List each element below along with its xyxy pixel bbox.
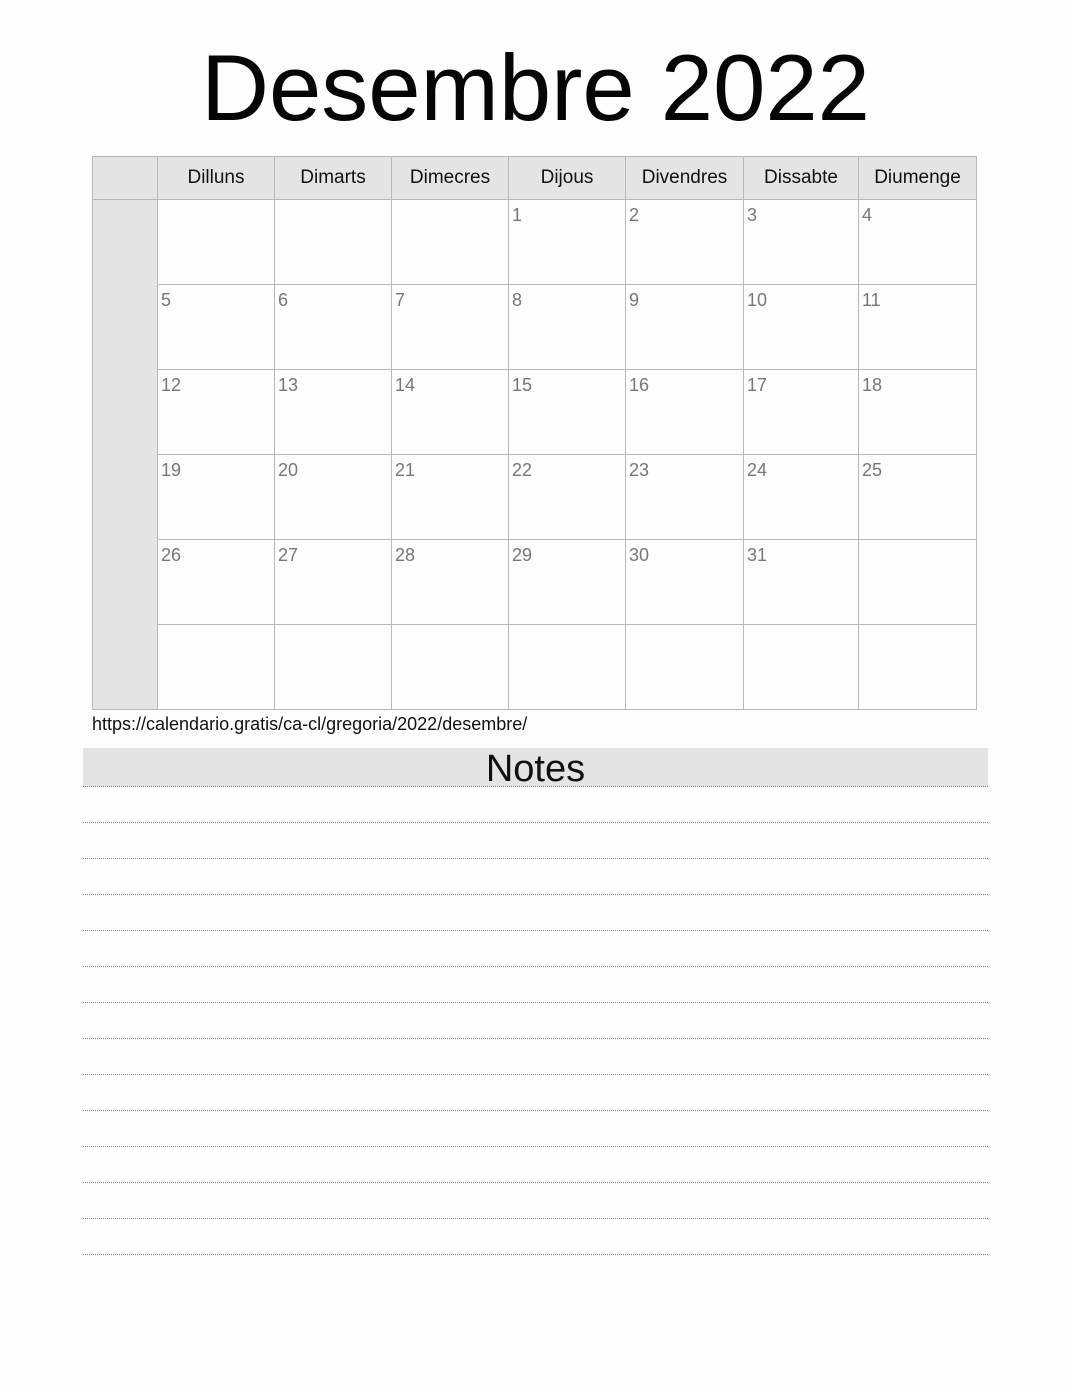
day-cell — [509, 200, 626, 285]
day-cell — [626, 370, 744, 455]
day-cell — [744, 455, 859, 540]
day-cell — [158, 285, 275, 370]
day-number — [392, 625, 508, 631]
day-cell — [158, 455, 275, 540]
day-cell — [392, 285, 509, 370]
day-number: 7 — [395, 290, 406, 310]
day-number: 10 — [747, 290, 768, 310]
day-number: 29 — [512, 545, 533, 565]
day-cell — [744, 625, 859, 710]
note-line[interactable] — [83, 967, 988, 1003]
day-cell — [509, 285, 626, 370]
day-cell — [392, 540, 509, 625]
day-number: 31 — [747, 545, 768, 565]
day-number: 12 — [161, 375, 182, 395]
note-line[interactable] — [83, 895, 988, 931]
day-number: 2 — [629, 205, 640, 225]
day-number: 17 — [747, 375, 768, 395]
day-number: 11 — [862, 290, 881, 310]
day-number: 19 — [161, 460, 182, 480]
day-cell — [392, 370, 509, 455]
notes-lines — [83, 787, 988, 1255]
day-number: 22 — [512, 460, 533, 480]
day-number: 25 — [862, 460, 883, 480]
day-number: 18 — [862, 375, 883, 395]
day-number: 5 — [161, 290, 172, 310]
day-cell — [392, 200, 509, 285]
day-cell — [626, 455, 744, 540]
day-cell — [158, 370, 275, 455]
day-number: 30 — [629, 545, 650, 565]
day-number — [859, 625, 976, 631]
note-line[interactable] — [83, 1003, 988, 1039]
day-cell — [859, 285, 977, 370]
day-cell — [744, 370, 859, 455]
weekday-header: Divendres — [626, 157, 744, 200]
day-cell — [275, 540, 392, 625]
weekday-header: Dimarts — [275, 157, 392, 200]
day-cell — [509, 625, 626, 710]
day-number — [158, 200, 274, 206]
day-cell — [275, 200, 392, 285]
week-row — [93, 540, 977, 625]
day-cell — [392, 625, 509, 710]
weekday-header: Diumenge — [859, 157, 977, 200]
day-number: 27 — [278, 545, 299, 565]
day-number: 3 — [747, 205, 758, 225]
day-number: 8 — [512, 290, 523, 310]
day-number: 15 — [512, 375, 533, 395]
note-line[interactable] — [83, 1147, 988, 1183]
day-number: 14 — [395, 375, 416, 395]
day-number: 26 — [161, 545, 182, 565]
day-number — [275, 200, 391, 206]
day-cell — [158, 200, 275, 285]
week-side-column — [93, 200, 158, 710]
day-cell — [744, 285, 859, 370]
note-line[interactable] — [83, 1039, 988, 1075]
note-line[interactable] — [83, 1075, 988, 1111]
day-number: 28 — [395, 545, 416, 565]
day-cell — [275, 370, 392, 455]
weekday-header: Dimecres — [392, 157, 509, 200]
note-line[interactable] — [83, 931, 988, 967]
day-cell — [626, 625, 744, 710]
note-line[interactable] — [83, 787, 988, 823]
week-row — [93, 370, 977, 455]
day-cell — [626, 200, 744, 285]
day-cell — [158, 540, 275, 625]
note-line[interactable] — [83, 823, 988, 859]
day-cell — [275, 455, 392, 540]
day-cell — [859, 455, 977, 540]
day-cell — [509, 455, 626, 540]
day-number: 21 — [395, 460, 416, 480]
weekday-header-row — [93, 157, 977, 200]
day-number: 20 — [278, 460, 299, 480]
day-number: 4 — [862, 205, 873, 225]
day-number: 13 — [278, 375, 299, 395]
week-row — [93, 455, 977, 540]
day-cell — [509, 540, 626, 625]
day-number — [626, 625, 743, 631]
day-cell — [859, 370, 977, 455]
weekday-header: Dilluns — [158, 157, 275, 200]
day-number — [158, 625, 274, 631]
day-cell — [859, 625, 977, 710]
note-line[interactable] — [83, 859, 988, 895]
calendar-grid — [92, 156, 977, 710]
day-number: 24 — [747, 460, 768, 480]
week-column-header — [93, 157, 158, 200]
day-number — [392, 200, 508, 206]
week-row — [93, 285, 977, 370]
day-cell — [859, 200, 977, 285]
note-line[interactable] — [83, 1111, 988, 1147]
day-cell — [392, 455, 509, 540]
day-cell — [158, 625, 275, 710]
day-cell — [744, 200, 859, 285]
day-number — [275, 625, 391, 631]
note-line[interactable] — [83, 1219, 988, 1255]
day-number: 23 — [629, 460, 650, 480]
day-cell — [744, 540, 859, 625]
day-cell — [626, 540, 744, 625]
day-number: 1 — [512, 205, 523, 225]
day-number — [509, 625, 625, 631]
day-number — [859, 540, 976, 546]
day-cell — [509, 370, 626, 455]
day-cell — [626, 285, 744, 370]
source-url: https://calendario.gratis/ca-cl/gregoria/2022/desembre/ — [92, 714, 528, 734]
page-title: Desembre 2022 — [201, 35, 870, 140]
week-row — [93, 200, 977, 285]
day-cell — [859, 540, 977, 625]
note-line[interactable] — [83, 1183, 988, 1219]
day-number: 6 — [278, 290, 289, 310]
weekday-header: Dissabte — [744, 157, 859, 200]
weekday-header: Dijous — [509, 157, 626, 200]
day-number: 9 — [629, 290, 640, 310]
notes-heading: Notes — [83, 748, 988, 787]
week-row — [93, 625, 977, 710]
day-cell — [275, 285, 392, 370]
day-number: 16 — [629, 375, 650, 395]
day-number — [744, 625, 858, 631]
day-cell — [275, 625, 392, 710]
